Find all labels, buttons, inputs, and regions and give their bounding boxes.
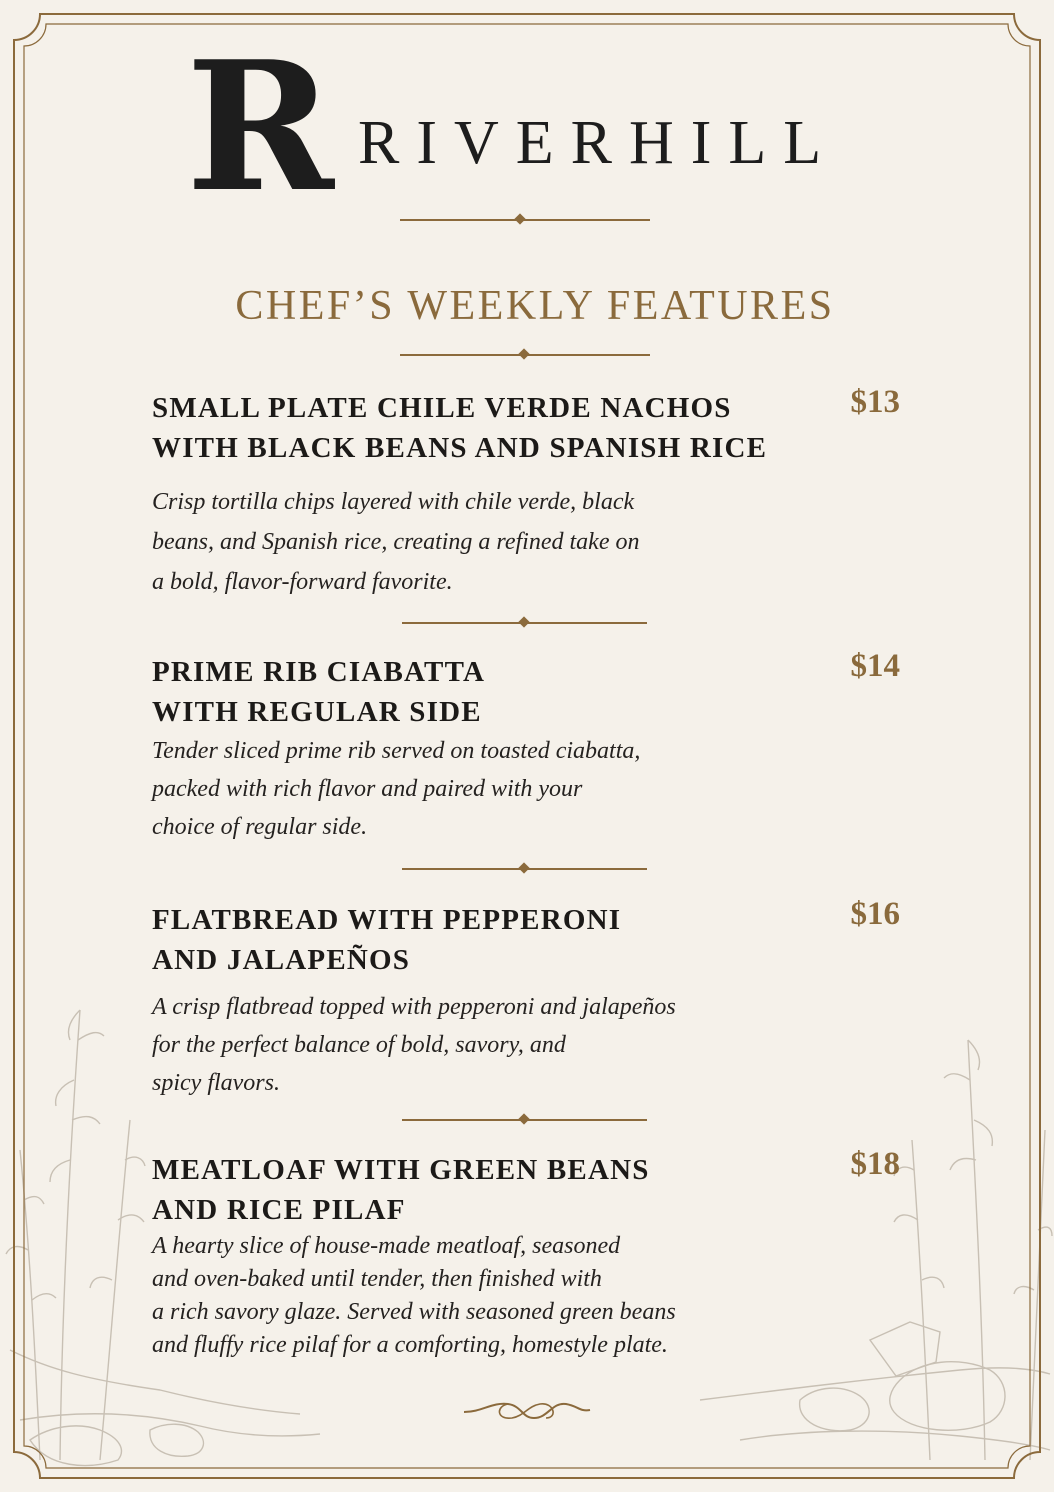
item-description-line: and oven-baked until tender, then finished with [152,1266,602,1292]
item-description-line: Tender sliced prime rib served on toasted ciabatta, [152,738,641,764]
item-name-line: AND RICE PILAF [152,1194,406,1226]
brand-logo [180,22,880,231]
item-description [152,732,792,846]
item-description-line: Crisp tortilla chips layered with chile verde, black [152,489,635,515]
item-name-line: MEATLOAF WITH GREEN BEANS [152,1154,650,1186]
diamond-divider-ornament-icon [400,349,650,361]
item-name-line: WITH REGULAR SIDE [152,696,482,728]
item-price: $16 [850,896,900,932]
diamond-divider-ornament-icon [402,1114,647,1126]
item-name [152,388,792,468]
menu-item [152,384,912,602]
item-name-line: WITH BLACK BEANS AND SPANISH RICE [152,432,768,464]
riverhill-monogram-logo-icon [186,22,304,231]
item-description-line: choice of regular side. [152,814,368,840]
item-description [152,1230,792,1362]
item-price: $13 [850,384,900,420]
section-title: CHEF’S WEEKLY FEATURES [235,283,835,329]
item-price: $14 [850,648,900,684]
item-name [152,900,792,980]
infinity-flourish-ornament-icon [462,1398,592,1424]
item-name-line: FLATBREAD WITH PEPPERONI [152,904,622,936]
item-name-line: PRIME RIB CIABATTA [152,656,486,688]
item-price: $18 [850,1146,900,1182]
menu-item [152,896,912,1102]
item-description-line: for the perfect balance of bold, savory, and [152,1032,566,1058]
item-name-line: AND JALAPEÑOS [152,944,411,976]
item-description-line: a bold, flavor-forward favorite. [152,569,453,595]
item-description-line: A hearty slice of house-made meatloaf, seasoned [152,1233,621,1259]
item-name [152,1150,792,1230]
item-description-line: spicy flavors. [152,1070,280,1096]
item-name-line: SMALL PLATE CHILE VERDE NACHOS [152,392,732,424]
diamond-divider-ornament-icon [402,617,647,629]
item-description [152,988,792,1102]
item-name [152,652,792,732]
item-description-line: and fluffy rice pilaf for a comforting, homestyle plate. [152,1332,668,1358]
logo-letter: R [186,22,304,231]
menu-item [152,648,912,846]
item-description [152,482,792,602]
item-description-line: packed with rich flavor and paired with your [152,776,583,802]
item-description-line: A crisp flatbread topped with pepperoni and jalapeños [152,994,676,1020]
item-description-line: a rich savory glaze. Served with seasoned green beans [152,1299,676,1325]
item-description-line: beans, and Spanish rice, creating a refined take on [152,529,640,555]
brand-name: RIVERHILL [358,109,839,177]
menu-item [152,1146,912,1362]
diamond-divider-ornament-icon [402,863,647,875]
diamond-divider-ornament-icon [400,214,650,226]
